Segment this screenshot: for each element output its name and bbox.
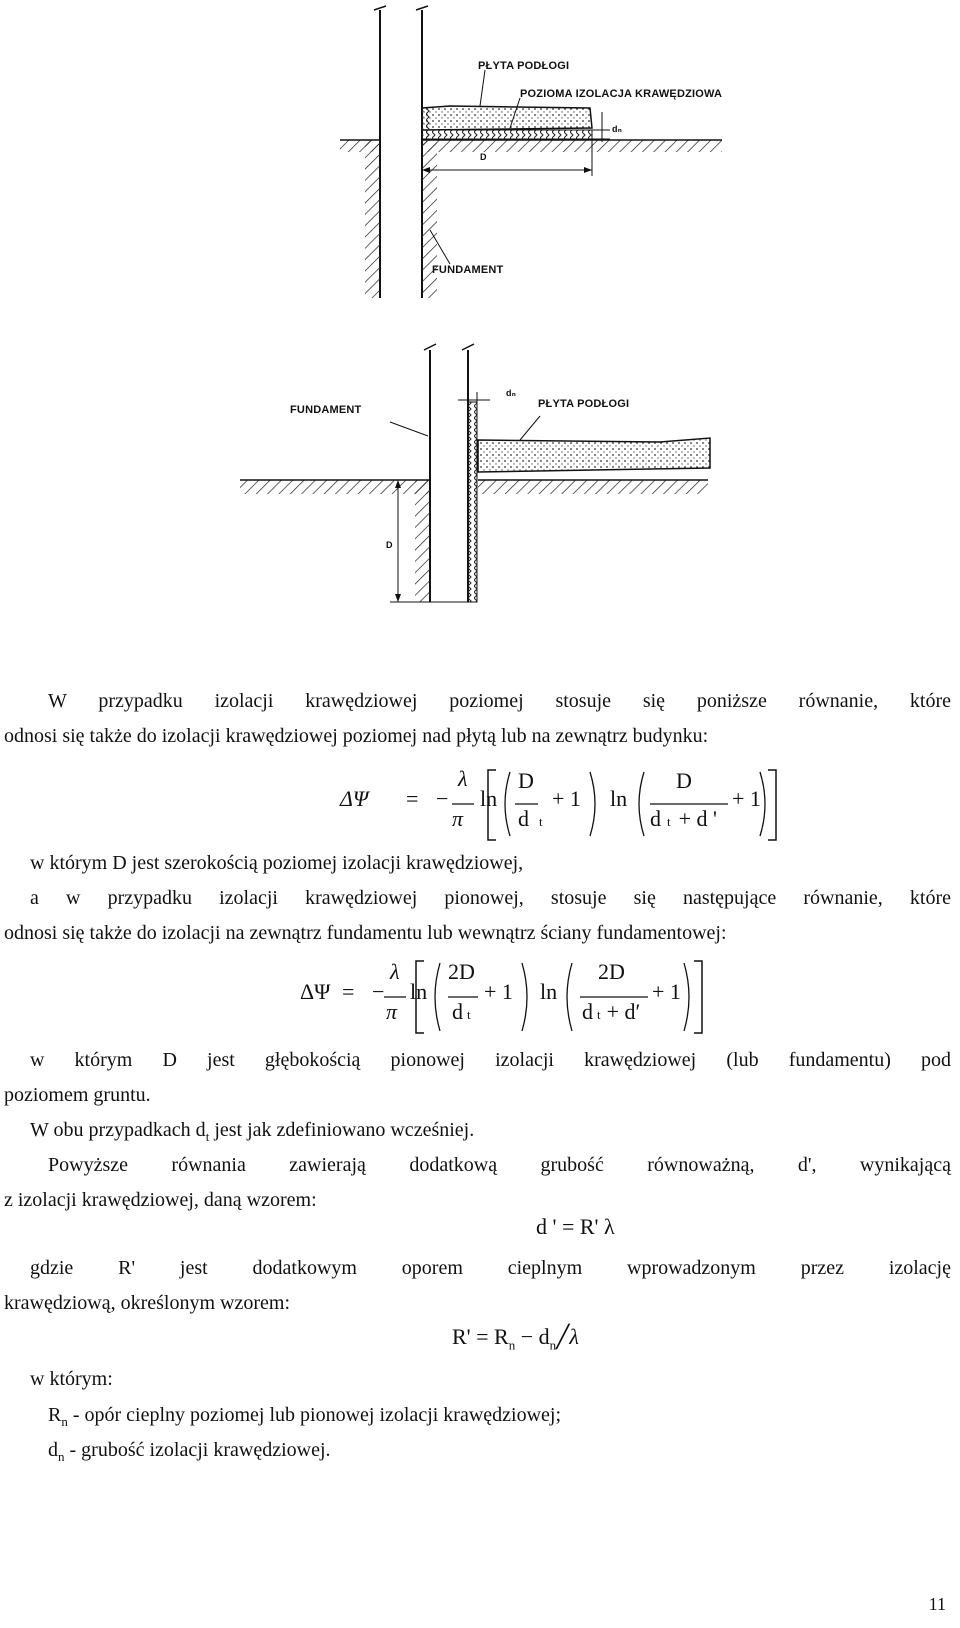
figure1-label-foundation: FUNDAMENT (432, 264, 504, 276)
eq1-den-2-sub: t (667, 814, 671, 829)
eq2-num-1: 2D (448, 959, 475, 984)
eq2-pi: π (386, 999, 398, 1024)
eq1-den-1: d (518, 806, 529, 831)
eq1-equals: = (406, 786, 419, 811)
figure1-label-dn: dₙ (612, 124, 622, 134)
eq1-pi: π (452, 806, 464, 831)
eq2-den-1-sub: t (467, 1007, 471, 1022)
paragraph-5: W obu przypadkach $d_t$ jest jak zdefiniowano wcześniej. (30, 1119, 475, 1144)
eq2-den-1: d (452, 999, 463, 1024)
page-number: 11 (928, 1594, 946, 1614)
eq2-den-2-post: + d′ (606, 999, 641, 1024)
figure-horizontal-edge-insulation (330, 0, 790, 300)
eq1-lambda: λ (458, 766, 468, 791)
eq1-num-2: D (676, 768, 692, 793)
eq4-mid-sub: n (549, 1337, 557, 1353)
figure2-label-foundation: FUNDAMENT (290, 404, 362, 416)
figure2-label-dn: dₙ (506, 388, 516, 398)
paragraph-3-line-1: a w przypadku izolacji krawędziowej pionowej, stosuje się następujące równanie, które (30, 887, 951, 909)
eq4-post: ╱λ (556, 1324, 579, 1349)
eq1-lhs: ΔΨ (340, 786, 369, 811)
eq1-plus-2: + 1 (732, 786, 761, 811)
paragraph-9: $R_n$ - opór cieplny poziomej lub pionowej izolacji krawędziowej; (48, 1404, 562, 1429)
eq2-den-2-sub: t (597, 1007, 601, 1022)
eq1-num-1: D (518, 768, 534, 793)
eq2-lambda: λ (390, 959, 400, 984)
paragraph-1-line-1: W przypadku izolacji krawędziowej poziomej stosuje się poniższe równanie, które (48, 690, 951, 712)
eq2-num-2: 2D (598, 959, 625, 984)
eq2-equals: = (342, 979, 355, 1004)
eq1-ln-1: ln (480, 786, 498, 811)
paragraph-10-sub: n (58, 1449, 65, 1464)
eq2-lhs: ΔΨ (300, 979, 331, 1004)
eq1-minus: − (436, 786, 449, 811)
paragraph-4-line-1: w którym D jest głębokością pionowej izolacji krawędziowej (lub fundamentu) pod (30, 1049, 951, 1071)
eq4-lhs: R' = R (452, 1324, 509, 1349)
paragraph-9-sub: n (61, 1414, 68, 1429)
eq2-plus-2: + 1 (652, 979, 681, 1004)
equation-2 (300, 955, 720, 1041)
paragraph-6-line-2: z izolacji krawędziowej, daną wzorem: (4, 1189, 317, 1211)
eq1-den-2: d (650, 806, 661, 831)
paragraph-1-line-2: odnosi się także do izolacji krawędziowej poziomej nad płytą lub na zewnątrz budynku: (4, 725, 709, 747)
paragraph-3-line-2: odnosi się także do izolacji na zewnątrz fundamentu lub wewnątrz ściany fundamentowej: (4, 922, 727, 944)
paragraph-2: w którym D jest szerokością poziomej izolacji krawędziowej, (30, 852, 524, 874)
equation-4 (452, 1324, 579, 1353)
eq3-text: d ' = R' λ (536, 1214, 615, 1239)
figure2-label-D: D (386, 540, 393, 550)
paragraph-5-sub: t (205, 1129, 210, 1144)
eq1-plus-1: + 1 (552, 786, 581, 811)
paragraph-10: $d_n$ - grubość izolacji krawędziowej. (48, 1439, 331, 1464)
paragraph-7-line-1: gdzie R' jest dodatkowym oporem cieplnym wprowadzonym przez izolację (30, 1257, 951, 1279)
equation-1 (340, 764, 800, 848)
figure1-label-edge-insulation: POZIOMA IZOLACJA KRAWĘDZIOWA (520, 88, 723, 100)
equation-3 (536, 1214, 615, 1240)
eq1-den-2-post: + d ' (678, 806, 717, 831)
eq2-den-2: d (582, 999, 593, 1024)
eq1-ln-2: ln (610, 786, 628, 811)
eq2-ln-1: ln (410, 979, 428, 1004)
eq2-ln-2: ln (540, 979, 558, 1004)
figure1-label-D: D (480, 152, 487, 162)
paragraph-4-line-2: poziomem gruntu. (4, 1084, 151, 1106)
eq4-mid: − d (515, 1324, 550, 1349)
eq2-plus-1: + 1 (484, 979, 513, 1004)
eq1-den-1-sub: t (539, 814, 543, 829)
figure2-label-floor-slab: PŁYTA PODŁOGI (538, 398, 630, 410)
eq2-minus: − (372, 979, 385, 1004)
paragraph-6-line-1: Powyższe równania zawierają dodatkową grubość równoważną, d', wynikającą (48, 1154, 951, 1176)
figure-vertical-edge-insulation (240, 340, 720, 610)
eq4-lhs-sub: n (508, 1337, 516, 1353)
figure1-label-floor-slab: PŁYTA PODŁOGI (478, 60, 570, 72)
paragraph-7-line-2: krawędziową, określonym wzorem: (4, 1292, 291, 1314)
paragraph-8: w którym: (30, 1368, 113, 1390)
